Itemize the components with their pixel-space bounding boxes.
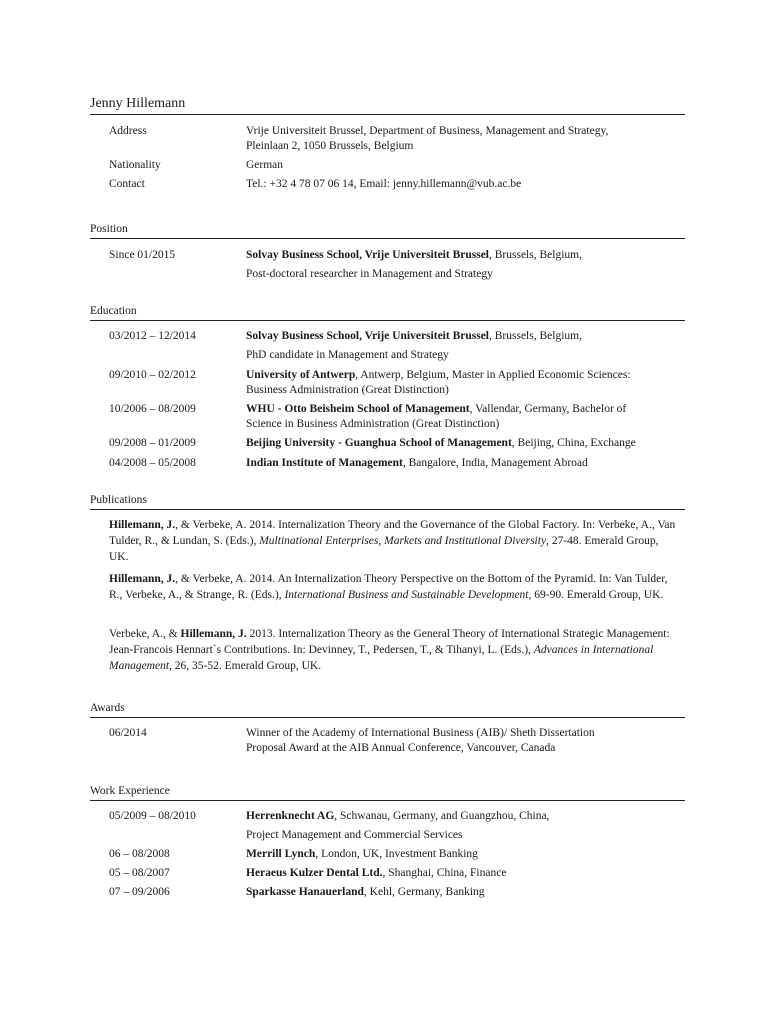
education-org: Beijing University - Guanghua School of Management [246, 437, 512, 449]
position-role: Post-doctoral researcher in Management and Strategy [246, 268, 493, 280]
position-rest: , Brussels, Belgium, [489, 249, 582, 261]
nationality-label: Nationality [109, 159, 161, 171]
education-text [246, 329, 686, 344]
work-rest: , Schwanau, Germany, and Guangzhou, China, [334, 810, 550, 822]
education-date: 09/2010 – 02/2012 [109, 369, 196, 381]
work-text [246, 847, 686, 862]
education-detail: Science in Business Administration (Great Distinction) [246, 417, 500, 430]
publication-book-title: Advances in International Management [109, 644, 654, 672]
publication-item [109, 626, 679, 674]
award-line2: Proposal Award at the AIB Annual Conference, Vancouver, Canada [246, 741, 556, 754]
work-org: Herrenknecht AG [246, 810, 335, 822]
education-detail: PhD candidate in Management and Strategy [246, 349, 449, 361]
publication-pages: , 69-90. Emerald Group, UK. [528, 589, 664, 601]
work-section-title: Work Experience [90, 785, 170, 797]
education-rest: , Brussels, Belgium, [489, 330, 582, 342]
address-label: Address [109, 125, 147, 137]
publication-item [109, 517, 679, 565]
publication-book-title: Multinational Enterprises, Markets and Institutional Diversity [259, 535, 547, 547]
work-org: Heraeus Kulzer Dental Ltd. [246, 867, 383, 879]
address-line2: Pleinlaan 2, 1050 Brussels, Belgium [246, 139, 414, 152]
publication-author: Hillemann, J. [109, 573, 176, 585]
education-section-title: Education [90, 305, 137, 317]
education-date: 10/2006 – 08/2009 [109, 403, 196, 415]
publication-prefix: Verbeke, A., & [109, 628, 181, 640]
work-rest: , London, UK, Investment Banking [315, 848, 478, 860]
publication-pages: , 26, 35-52. Emerald Group, UK. [169, 660, 322, 672]
education-date: 09/2008 – 01/2009 [109, 437, 196, 449]
award-line1: Winner of the Academy of International Business (AIB)/ Sheth Dissertation [246, 727, 595, 739]
education-text [246, 456, 686, 471]
work-date: 05 – 08/2007 [109, 867, 170, 879]
education-org: WHU - Otto Beisheim School of Management [246, 403, 470, 415]
position-section-title: Position [90, 223, 128, 235]
education-text [246, 402, 686, 431]
work-org: Merrill Lynch [246, 848, 316, 860]
education-date: 03/2012 – 12/2014 [109, 330, 196, 342]
work-text [246, 885, 686, 900]
publication-author: Hillemann, J. [180, 628, 247, 640]
publication-text: , & Verbeke, A. 2014. Internalization Theory and the Governance of the Global Factory. In: Verbeke, A., Van Tulder, R., & Lundan, S. (Eds.), [109, 519, 676, 547]
awards-rule [90, 717, 685, 718]
education-date: 04/2008 – 05/2008 [109, 457, 196, 469]
contact-value: Tel.: +32 4 78 07 06 14, Email: jenny.hillemann@vub.ac.be [246, 178, 522, 190]
publication-item [109, 571, 679, 603]
publication-author: Hillemann, J. [109, 519, 176, 531]
publications-rule [90, 509, 685, 510]
address-value [246, 124, 686, 153]
position-text [246, 248, 686, 263]
publication-book-title: International Business and Sustainable Development [284, 589, 529, 601]
work-rule [90, 800, 685, 801]
education-text [246, 436, 686, 451]
education-org: Indian Institute of Management [246, 457, 403, 469]
position-date: Since 01/2015 [109, 249, 176, 261]
name-rule [90, 114, 685, 115]
nationality-value: German [246, 159, 284, 171]
work-date: 05/2009 – 08/2010 [109, 810, 196, 822]
education-rule [90, 320, 685, 321]
publications-section-title: Publications [90, 494, 147, 506]
work-text [246, 809, 686, 824]
awards-section-title: Awards [90, 702, 125, 714]
address-line1: Vrije Universiteit Brussel, Department of Business, Management and Strategy, [246, 125, 609, 137]
award-date: 06/2014 [109, 727, 147, 739]
contact-label: Contact [109, 178, 145, 190]
publication-pages: , 27-48. Emerald Group, UK. [109, 535, 659, 563]
work-rest: , Shanghai, China, Finance [382, 867, 507, 879]
education-org: University of Antwerp [246, 369, 356, 381]
position-rule [90, 238, 685, 239]
award-text [246, 726, 686, 755]
education-rest: , Antwerp, Belgium, Master in Applied Economic Sciences: [355, 369, 631, 381]
education-org: Solvay Business School, Vrije Universiteit Brussel [246, 330, 489, 342]
position-org: Solvay Business School, Vrije Universiteit Brussel [246, 249, 489, 261]
work-detail: Project Management and Commercial Services [246, 829, 463, 841]
work-text [246, 866, 686, 881]
work-date: 07 – 09/2006 [109, 886, 170, 898]
education-rest: , Bangalore, India, Management Abroad [402, 457, 588, 469]
education-rest: , Beijing, China, Exchange [511, 437, 636, 449]
education-text [246, 368, 686, 397]
work-date: 06 – 08/2008 [109, 848, 170, 860]
work-rest: , Kehl, Germany, Banking [363, 886, 485, 898]
education-rest: , Vallendar, Germany, Bachelor of [469, 403, 627, 415]
education-detail: Business Administration (Great Distinction) [246, 383, 449, 396]
cv-name: Jenny Hillemann [90, 96, 186, 111]
publication-text: 2013. Internalization Theory as the General Theory of International Strategic Management: Jean-Francois Hennart`s Contributions. In: Devinney, T., Pedersen, T., & Tihanyi, L. (Eds.), [109, 628, 670, 656]
work-org: Sparkasse Hanauerland [246, 886, 364, 898]
publication-text: , & Verbeke, A. 2014. An Internalization Theory Perspective on the Bottom of the Pyramid. In: Van Tulder, R., Verbeke, A., & Strange, R. (Eds.), [109, 573, 668, 601]
